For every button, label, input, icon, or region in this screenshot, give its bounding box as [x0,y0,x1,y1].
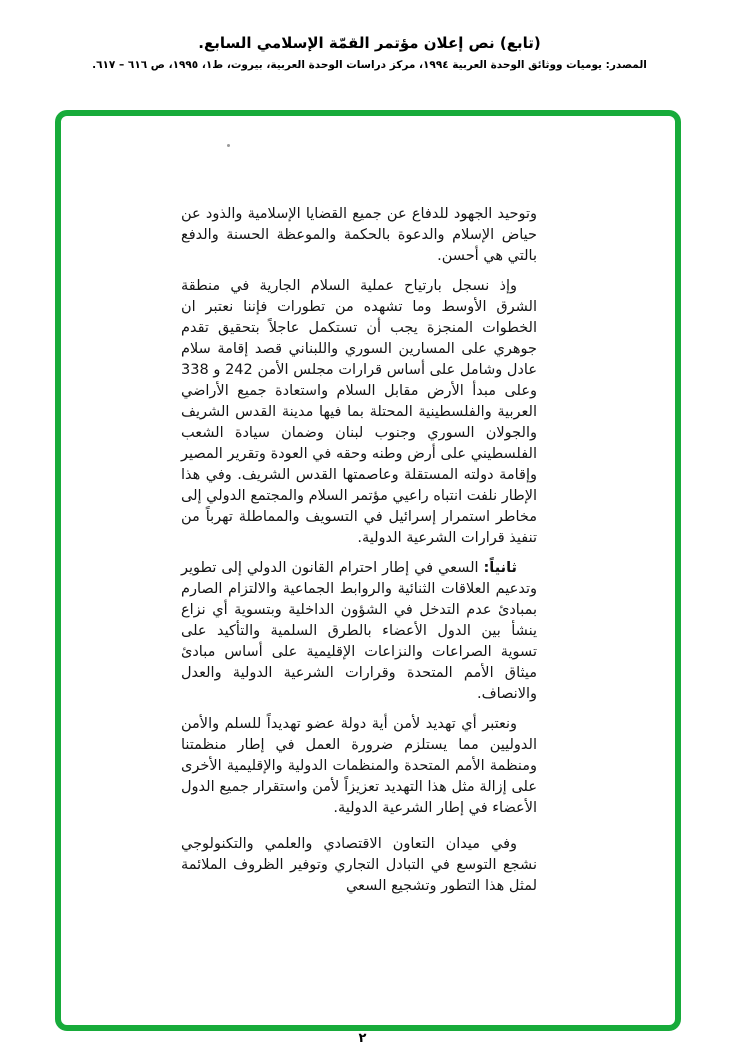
scan-speck [227,144,230,147]
page-number: ٢ [358,1031,367,1046]
document-body [181,204,537,906]
paragraph: وتوحيد الجهود للدفاع عن جميع القضايا الإسلامية والذود عن حياض الإسلام والدعوة بالحكمة والموعظة الحسنة والدفع بالتي هي أحسن. [181,206,537,264]
document-title: (تابع) نص إعلان مؤتمر القمّة الإسلامي السابع. [198,34,541,52]
paragraph: ثانياً: السعي في إطار احترام القانون الدولي إلى تطوير وتدعيم العلاقات الثنائية والروابط الجماعية والالتزام الصارم بمبادئ عدم التدخل في الشؤون الداخلية وبتسوية أي نزاع ينشأ بين الدول الأعضاء بالطرق السلمية والتأكيد على تسوية الصراعات والنزاعات الإقليمية على أساس مبادئ ميثاق الأمم المتحدة وقرارات الشرعية الدولية والعدل والانصاف. [181,560,537,702]
green-frame [55,110,681,1031]
page-header [0,34,739,71]
paragraph-lead: ثانياً: [483,560,517,576]
paragraph: وفي ميدان التعاون الاقتصادي والعلمي والتكنولوجي نشجع التوسع في التبادل التجاري وتوفير الظروف الملائمة لمثل هذا التطور وتشجيع السعي [181,836,537,894]
paragraph: وإذ نسجل بارتياح عملية السلام الجارية في منطقة الشرق الأوسط وما تشهده من تطورات فإننا نعتبر ان الخطوات المنجزة يجب أن تستكمل عاجلاً بتحقيق تقدم جوهري على المسارين السوري واللبناني قصد إقامة سلام عادل وشامل على أساس قرارات مجلس الأمن 242 و 338 وعلى مبدأ الأرض مقابل السلام واستعادة جميع الأراضي العربية والفلسطينية المحتلة بما فيها مدينة القدس الشريف والجولان السوري وجنوب لبنان وضمان سيادة الشعب الفلسطيني على أرض وطنه وحقه في العودة وتقرير المصير وإقامة دولته المستقلة وعاصمتها القدس الشريف. وفي هذا الإطار نلفت انتباه راعيي مؤتمر السلام والمجتمع الدولي إلى مخاطر استمرار إسرائيل في التسويف والمماطلة تهرباً من تنفيذ قرارات الشرعية الدولية. [181,278,537,546]
document-source-citation: المصدر: يوميات ووثائق الوحدة العربية ١٩٩٤، مركز دراسات الوحدة العربية، بيروت، ط١، ١٩٩٥، ص ٦١٦ – ٦١٧. [92,59,647,71]
paragraph: ونعتبر أي تهديد لأمن أية دولة عضو تهديداً للسلم والأمن الدوليين مما يستلزم ضرورة العمل في إطار منظمتنا ومنظمة الأمم المتحدة والمنظمات الدولية والإقليمية الأخرى على إزالة مثل هذا التهديد تعزيزاً لأمن واستقرار جميع الدول الأعضاء في إطار الشرعية الدولية. [181,716,537,816]
